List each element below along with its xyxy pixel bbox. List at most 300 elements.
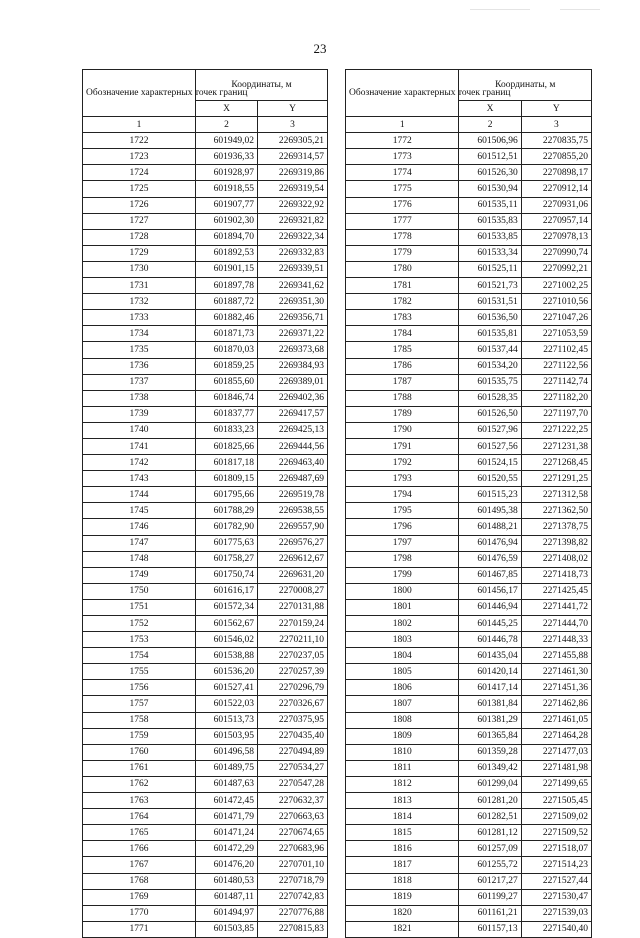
coordinate-y: 2269314,57 — [258, 149, 328, 165]
table-row — [346, 390, 592, 406]
point-number: 1801 — [346, 599, 459, 615]
coordinate-x: 601299,04 — [459, 776, 521, 792]
coordinate-y: 2269612,67 — [258, 551, 328, 567]
table-body-right — [346, 133, 592, 938]
coordinate-y: 2270008,27 — [258, 583, 328, 599]
coordinate-y: 2271509,52 — [521, 825, 591, 841]
coordinate-y: 2271540,40 — [521, 921, 591, 937]
coordinate-x: 601359,28 — [459, 744, 521, 760]
point-number: 1768 — [83, 873, 196, 889]
table-row — [83, 487, 328, 503]
point-number: 1778 — [346, 229, 459, 245]
table-row — [346, 133, 592, 149]
point-number: 1800 — [346, 583, 459, 599]
coordinate-y: 2271378,75 — [521, 519, 591, 535]
point-number: 1730 — [83, 261, 196, 277]
point-number: 1753 — [83, 632, 196, 648]
table-row — [346, 213, 592, 229]
point-number: 1732 — [83, 294, 196, 310]
point-number: 1742 — [83, 455, 196, 471]
coordinate-y: 2270776,88 — [258, 905, 328, 921]
coordinate-y: 2270375,95 — [258, 712, 328, 728]
coordinate-y: 2270990,74 — [521, 245, 591, 261]
table-row — [83, 841, 328, 857]
table-row — [83, 229, 328, 245]
coordinate-y: 2270547,28 — [258, 776, 328, 792]
table-row — [83, 390, 328, 406]
coordinate-x: 601456,17 — [459, 583, 521, 599]
coordinate-y: 2271002,25 — [521, 278, 591, 294]
table-row — [346, 599, 592, 615]
point-number: 1796 — [346, 519, 459, 535]
point-number: 1817 — [346, 857, 459, 873]
coordinate-x: 601538,88 — [196, 648, 258, 664]
coordinate-x: 601467,85 — [459, 567, 521, 583]
table-row — [83, 213, 328, 229]
point-number: 1802 — [346, 616, 459, 632]
coordinate-x: 601472,29 — [196, 841, 258, 857]
table-row — [346, 197, 592, 213]
coordinate-x: 601837,77 — [196, 406, 258, 422]
coordinate-x: 601527,96 — [459, 422, 521, 438]
coordinate-x: 601522,03 — [196, 696, 258, 712]
point-number: 1759 — [83, 728, 196, 744]
coordinate-y: 2269402,36 — [258, 390, 328, 406]
table-row — [346, 680, 592, 696]
point-number: 1760 — [83, 744, 196, 760]
table-row — [346, 519, 592, 535]
point-number: 1781 — [346, 278, 459, 294]
coordinate-x: 601907,77 — [196, 197, 258, 213]
coordinate-y: 2270957,14 — [521, 213, 591, 229]
scan-mark — [470, 9, 530, 10]
point-number: 1784 — [346, 326, 459, 342]
coordinate-y: 2269384,93 — [258, 358, 328, 374]
coordinate-x: 601782,90 — [196, 519, 258, 535]
coordinate-x: 601257,09 — [459, 841, 521, 857]
coordinate-y: 2271530,47 — [521, 889, 591, 905]
coordinate-x: 601897,78 — [196, 278, 258, 294]
table-row — [346, 744, 592, 760]
coordinate-x: 601535,11 — [459, 197, 521, 213]
coordinate-x: 601526,30 — [459, 165, 521, 181]
table-row — [83, 374, 328, 390]
point-number: 1761 — [83, 760, 196, 776]
table-row — [346, 438, 592, 454]
point-number: 1804 — [346, 648, 459, 664]
coordinates-table-left — [82, 69, 328, 938]
coordinate-y: 2270296,79 — [258, 680, 328, 696]
coordinate-x: 601928,97 — [196, 165, 258, 181]
point-number: 1771 — [83, 921, 196, 937]
point-number: 1747 — [83, 535, 196, 551]
coordinate-y: 2270674,65 — [258, 825, 328, 841]
point-number: 1821 — [346, 921, 459, 937]
coordinate-x: 601512,51 — [459, 149, 521, 165]
coordinate-x: 601521,73 — [459, 278, 521, 294]
coordinate-y: 2271231,38 — [521, 438, 591, 454]
table-row — [346, 664, 592, 680]
point-number: 1762 — [83, 776, 196, 792]
coordinate-x: 601199,27 — [459, 889, 521, 905]
point-number: 1795 — [346, 503, 459, 519]
point-number: 1739 — [83, 406, 196, 422]
table-row — [83, 583, 328, 599]
coordinate-x: 601471,24 — [196, 825, 258, 841]
table-row — [83, 712, 328, 728]
point-number: 1744 — [83, 487, 196, 503]
table-row — [83, 358, 328, 374]
point-number: 1810 — [346, 744, 459, 760]
coordinate-x: 601936,33 — [196, 149, 258, 165]
table-row — [346, 873, 592, 889]
coordinate-y: 2271053,59 — [521, 326, 591, 342]
coordinate-y: 2271425,45 — [521, 583, 591, 599]
coordinate-y: 2270931,06 — [521, 197, 591, 213]
coordinate-y: 2269341,62 — [258, 278, 328, 294]
point-number: 1723 — [83, 149, 196, 165]
table-row — [83, 197, 328, 213]
point-number: 1818 — [346, 873, 459, 889]
coordinate-x: 601494,97 — [196, 905, 258, 921]
coordinate-x: 601525,11 — [459, 261, 521, 277]
point-number: 1805 — [346, 664, 459, 680]
coordinate-x: 601527,56 — [459, 438, 521, 454]
header-x: X — [459, 101, 521, 117]
coordinate-y: 2270632,37 — [258, 793, 328, 809]
coordinate-x: 601489,75 — [196, 760, 258, 776]
coordinate-x: 601503,95 — [196, 728, 258, 744]
table-row — [83, 503, 328, 519]
header-x: X — [196, 101, 258, 117]
coordinate-y: 2271102,45 — [521, 342, 591, 358]
coordinate-x: 601476,94 — [459, 535, 521, 551]
coordinate-y: 2270898,17 — [521, 165, 591, 181]
coordinate-x: 601472,45 — [196, 793, 258, 809]
point-number: 1812 — [346, 776, 459, 792]
coordinate-x: 601520,55 — [459, 471, 521, 487]
point-number: 1789 — [346, 406, 459, 422]
coordinate-y: 2271451,36 — [521, 680, 591, 696]
coordinate-y: 2269631,20 — [258, 567, 328, 583]
point-number: 1811 — [346, 760, 459, 776]
coordinate-y: 2270257,39 — [258, 664, 328, 680]
coordinate-y: 2270435,40 — [258, 728, 328, 744]
coordinate-y: 2271312,58 — [521, 487, 591, 503]
coordinate-y: 2271197,70 — [521, 406, 591, 422]
coordinate-y: 2271455,88 — [521, 648, 591, 664]
coordinate-y: 2270815,83 — [258, 921, 328, 937]
coordinate-y: 2271527,44 — [521, 873, 591, 889]
coordinate-y: 2269576,27 — [258, 535, 328, 551]
coordinate-x: 601892,53 — [196, 245, 258, 261]
table-row — [346, 728, 592, 744]
coordinate-x: 601446,78 — [459, 632, 521, 648]
table-row — [83, 294, 328, 310]
point-number: 1729 — [83, 245, 196, 261]
coordinate-y: 2269305,21 — [258, 133, 328, 149]
table-row — [346, 358, 592, 374]
point-number: 1734 — [83, 326, 196, 342]
table-row — [346, 326, 592, 342]
table-row — [83, 728, 328, 744]
coordinate-x: 601255,72 — [459, 857, 521, 873]
coordinate-y: 2270211,10 — [258, 632, 328, 648]
coordinate-y: 2269417,57 — [258, 406, 328, 422]
coordinate-x: 601515,23 — [459, 487, 521, 503]
point-number: 1748 — [83, 551, 196, 567]
table-row — [346, 149, 592, 165]
table-row — [346, 825, 592, 841]
point-number: 1780 — [346, 261, 459, 277]
table-row — [83, 857, 328, 873]
coordinate-y: 2270992,21 — [521, 261, 591, 277]
table-row — [346, 278, 592, 294]
table-row — [83, 342, 328, 358]
table-row — [83, 793, 328, 809]
coordinate-y: 2271444,70 — [521, 616, 591, 632]
point-number: 1764 — [83, 809, 196, 825]
table-row — [346, 503, 592, 519]
coordinate-x: 601157,13 — [459, 921, 521, 937]
table-row — [83, 149, 328, 165]
point-number: 1798 — [346, 551, 459, 567]
coordinate-x: 601445,25 — [459, 616, 521, 632]
table-row — [83, 809, 328, 825]
point-number: 1790 — [346, 422, 459, 438]
coordinate-y: 2271477,03 — [521, 744, 591, 760]
header-col-number-1: 1 — [346, 117, 459, 133]
point-number: 1773 — [346, 149, 459, 165]
point-number: 1785 — [346, 342, 459, 358]
coordinate-y: 2269389,01 — [258, 374, 328, 390]
table-row — [346, 776, 592, 792]
table-row — [346, 551, 592, 567]
coordinate-x: 601420,14 — [459, 664, 521, 680]
coordinate-x: 601535,81 — [459, 326, 521, 342]
coordinate-y: 2271461,30 — [521, 664, 591, 680]
table-row — [346, 921, 592, 937]
scan-mark — [560, 9, 600, 10]
table-row — [83, 438, 328, 454]
table-row — [83, 406, 328, 422]
point-number: 1797 — [346, 535, 459, 551]
point-number: 1775 — [346, 181, 459, 197]
coordinate-x: 601817,18 — [196, 455, 258, 471]
coordinate-y: 2270912,14 — [521, 181, 591, 197]
coordinate-x: 601495,38 — [459, 503, 521, 519]
coordinate-x: 601349,42 — [459, 760, 521, 776]
point-number: 1757 — [83, 696, 196, 712]
point-number: 1791 — [346, 438, 459, 454]
table-row — [83, 664, 328, 680]
point-number: 1735 — [83, 342, 196, 358]
point-number: 1754 — [83, 648, 196, 664]
coordinate-x: 601496,58 — [196, 744, 258, 760]
point-number: 1738 — [83, 390, 196, 406]
coordinate-x: 601282,51 — [459, 809, 521, 825]
point-number: 1766 — [83, 841, 196, 857]
point-number: 1786 — [346, 358, 459, 374]
table-row — [83, 165, 328, 181]
coordinate-y: 2270835,75 — [521, 133, 591, 149]
header-coordinates: Координаты, м — [196, 70, 328, 101]
table-row — [83, 648, 328, 664]
coordinate-x: 601381,84 — [459, 696, 521, 712]
coordinate-x: 601949,02 — [196, 133, 258, 149]
table-row — [346, 616, 592, 632]
coordinate-y: 2269322,34 — [258, 229, 328, 245]
header-y: Y — [521, 101, 591, 117]
coordinate-x: 601530,94 — [459, 181, 521, 197]
table-row — [346, 374, 592, 390]
coordinate-y: 2269373,68 — [258, 342, 328, 358]
coordinate-x: 601870,03 — [196, 342, 258, 358]
table-row — [346, 889, 592, 905]
point-number: 1749 — [83, 567, 196, 583]
coordinate-y: 2269356,71 — [258, 310, 328, 326]
point-number: 1731 — [83, 278, 196, 294]
point-number: 1750 — [83, 583, 196, 599]
coordinate-y: 2271462,86 — [521, 696, 591, 712]
coordinate-y: 2270855,20 — [521, 149, 591, 165]
table-row — [346, 583, 592, 599]
coordinate-x: 601534,20 — [459, 358, 521, 374]
coordinate-y: 2270131,88 — [258, 599, 328, 615]
coordinate-y: 2271268,45 — [521, 455, 591, 471]
point-number: 1783 — [346, 310, 459, 326]
table-row — [83, 278, 328, 294]
table-row — [346, 793, 592, 809]
coordinate-x: 601572,34 — [196, 599, 258, 615]
point-number: 1756 — [83, 680, 196, 696]
coordinate-y: 2269339,51 — [258, 261, 328, 277]
coordinate-x: 601446,94 — [459, 599, 521, 615]
coordinate-x: 601417,14 — [459, 680, 521, 696]
table-row — [83, 599, 328, 615]
coordinate-x: 601901,15 — [196, 261, 258, 277]
coordinate-y: 2271464,28 — [521, 728, 591, 744]
coordinate-y: 2271291,25 — [521, 471, 591, 487]
table-row — [83, 873, 328, 889]
coordinate-y: 2271505,45 — [521, 793, 591, 809]
point-number: 1736 — [83, 358, 196, 374]
coordinate-x: 601531,51 — [459, 294, 521, 310]
table-row — [83, 921, 328, 937]
table-row — [346, 455, 592, 471]
coordinate-x: 601161,21 — [459, 905, 521, 921]
table-row — [346, 181, 592, 197]
coordinate-y: 2270663,63 — [258, 809, 328, 825]
table-row — [83, 632, 328, 648]
table-row — [346, 567, 592, 583]
coordinate-y: 2270326,67 — [258, 696, 328, 712]
header-col-number-2: 2 — [196, 117, 258, 133]
coordinate-x: 601846,74 — [196, 390, 258, 406]
coordinate-x: 601758,27 — [196, 551, 258, 567]
header-coordinates: Координаты, м — [459, 70, 592, 101]
coordinate-x: 601480,53 — [196, 873, 258, 889]
point-number: 1782 — [346, 294, 459, 310]
header-col-number-2: 2 — [459, 117, 521, 133]
point-number: 1722 — [83, 133, 196, 149]
point-number: 1813 — [346, 793, 459, 809]
point-number: 1793 — [346, 471, 459, 487]
point-number: 1772 — [346, 133, 459, 149]
coordinate-x: 601217,27 — [459, 873, 521, 889]
table-row — [346, 632, 592, 648]
coordinate-x: 601506,96 — [459, 133, 521, 149]
table-row — [346, 809, 592, 825]
coordinate-y: 2271010,56 — [521, 294, 591, 310]
coordinate-y: 2271142,74 — [521, 374, 591, 390]
coordinate-x: 601381,29 — [459, 712, 521, 728]
coordinate-x: 601533,34 — [459, 245, 521, 261]
coordinate-y: 2269319,86 — [258, 165, 328, 181]
table-row — [346, 342, 592, 358]
coordinate-x: 601513,73 — [196, 712, 258, 728]
table-body-left — [83, 133, 328, 938]
point-number: 1806 — [346, 680, 459, 696]
coordinate-y: 2271509,02 — [521, 809, 591, 825]
coordinate-y: 2269322,92 — [258, 197, 328, 213]
point-number: 1809 — [346, 728, 459, 744]
table-row — [346, 648, 592, 664]
coordinate-x: 601894,70 — [196, 229, 258, 245]
table-row — [83, 551, 328, 567]
coordinate-x: 601471,79 — [196, 809, 258, 825]
point-number: 1777 — [346, 213, 459, 229]
coordinate-y: 2271461,05 — [521, 712, 591, 728]
coordinate-x: 601536,20 — [196, 664, 258, 680]
coordinate-y: 2271122,56 — [521, 358, 591, 374]
coordinate-x: 601526,50 — [459, 406, 521, 422]
table-row — [346, 261, 592, 277]
table-row — [346, 310, 592, 326]
coordinate-x: 601503,85 — [196, 921, 258, 937]
point-number: 1807 — [346, 696, 459, 712]
table-row — [83, 567, 328, 583]
point-number: 1763 — [83, 793, 196, 809]
table-row — [346, 760, 592, 776]
coordinate-x: 601775,63 — [196, 535, 258, 551]
table-row — [346, 841, 592, 857]
coordinate-y: 2270237,05 — [258, 648, 328, 664]
table-row — [83, 133, 328, 149]
coordinate-x: 601524,15 — [459, 455, 521, 471]
table-row — [346, 535, 592, 551]
point-number: 1799 — [346, 567, 459, 583]
point-number: 1737 — [83, 374, 196, 390]
coordinate-x: 601281,12 — [459, 825, 521, 841]
coordinate-y: 2270683,96 — [258, 841, 328, 857]
coordinate-y: 2271222,25 — [521, 422, 591, 438]
point-number: 1728 — [83, 229, 196, 245]
point-number: 1765 — [83, 825, 196, 841]
coordinate-y: 2269444,56 — [258, 438, 328, 454]
coordinate-y: 2269332,83 — [258, 245, 328, 261]
coordinate-y: 2271481,98 — [521, 760, 591, 776]
point-number: 1803 — [346, 632, 459, 648]
point-number: 1767 — [83, 857, 196, 873]
coordinate-x: 601918,55 — [196, 181, 258, 197]
coordinate-y: 2269425,13 — [258, 422, 328, 438]
coordinate-y: 2269321,82 — [258, 213, 328, 229]
coordinate-x: 601476,20 — [196, 857, 258, 873]
coordinate-y: 2270534,27 — [258, 760, 328, 776]
table-row — [346, 294, 592, 310]
table-row — [346, 406, 592, 422]
